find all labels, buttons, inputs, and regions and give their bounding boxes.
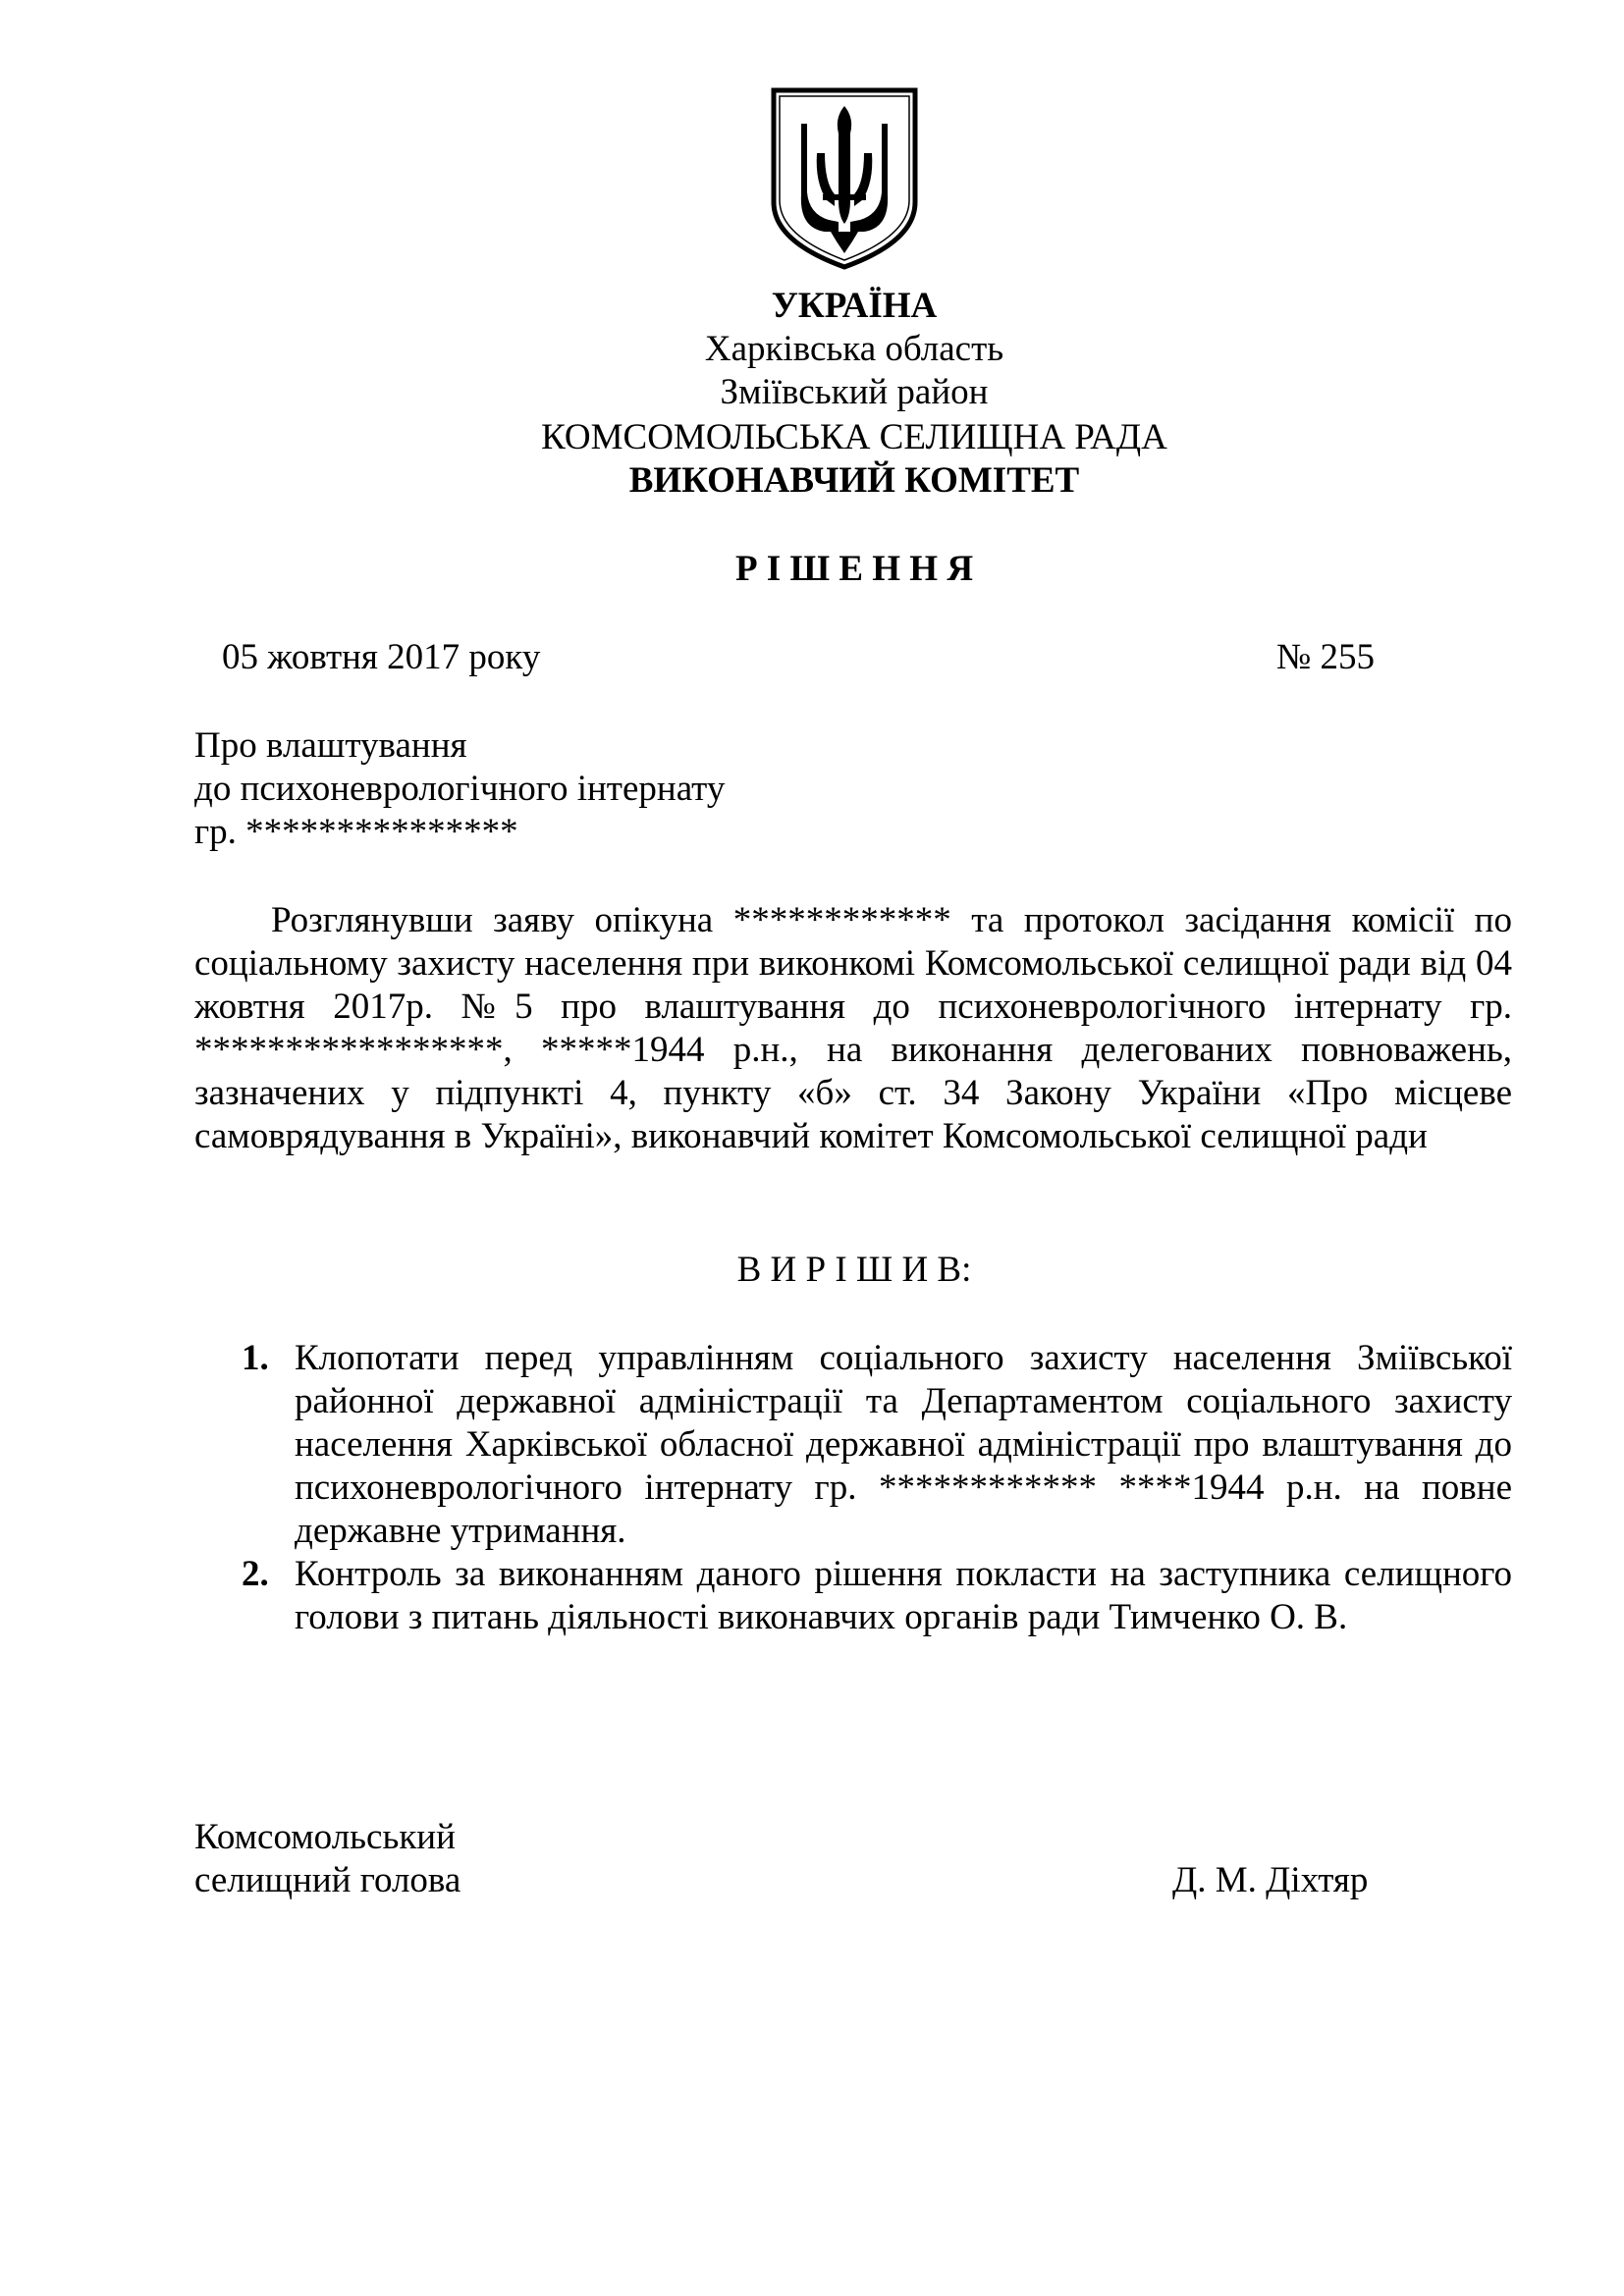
document-type-title: Р І Ш Е Н Н Я <box>734 549 974 589</box>
ukraine-trident-icon <box>766 84 923 271</box>
signatory-title-line-1: Комсомольський <box>194 1817 456 1857</box>
item-text: Контроль за виконанням даного рішення покласти на заступника селищного голови з питань діяльності виконавчих органів ради Тимченко О. В. <box>295 1554 1512 1637</box>
preamble-text: Розглянувши заяву опікуна ************ та протокол засідання комісії по соціальному захисту населення при виконкомі Комсомольської селищної ради від 04 жовтня 2017р. №5 про влаштування до психоневрологічного інтернату гр. *****************, *****1944 р.н., на виконання делегованих повноважень, зазначених у підпункті 4, пункту «б» ст. 34 Закону України «Про місцеве самоврядування в Україні», виконавчий комітет Комсомольської селищної ради <box>194 900 1512 1156</box>
council-line: КОМСОМОЛЬСЬКА СЕЛИЩНА РАДА <box>541 417 1167 457</box>
district-line: Зміївський район <box>720 372 989 412</box>
decision-number: № 255 <box>1276 637 1376 677</box>
subject-line-2: до психоневрологічного інтернату <box>194 769 726 809</box>
item-text: Клопотати перед управлінням соціального захисту населення Зміївської районної державної адміністрації та Департаментом соціального захисту населення Харківської обласної державної адміністрації про влаштування до психоневрологічного інтернату гр. ************ ****1944 р.н. на повне державне утримання. <box>295 1338 1512 1551</box>
resolution-heading: В И Р І Ш И В: <box>736 1250 972 1290</box>
committee-line: ВИКОНАВЧИЙ КОМІТЕТ <box>628 460 1080 501</box>
decision-date: 05 жовтня 2017 року <box>222 637 541 677</box>
signatory-name: Д. М. Діхтяр <box>1172 1860 1369 1900</box>
subject-line-1: Про влаштування <box>194 725 467 766</box>
preamble-block <box>194 899 1512 1158</box>
region-line: Харківська область <box>704 329 1004 369</box>
country-title: УКРАЇНА <box>771 286 938 326</box>
subject-line-3: гр. *************** <box>194 812 518 852</box>
item-number: 2. <box>242 1554 269 1594</box>
decision-item-2 <box>242 1553 1512 1639</box>
signatory-title-line-2: селищний голова <box>194 1860 461 1900</box>
item-number: 1. <box>242 1338 269 1378</box>
decision-item-1 <box>242 1337 1512 1553</box>
